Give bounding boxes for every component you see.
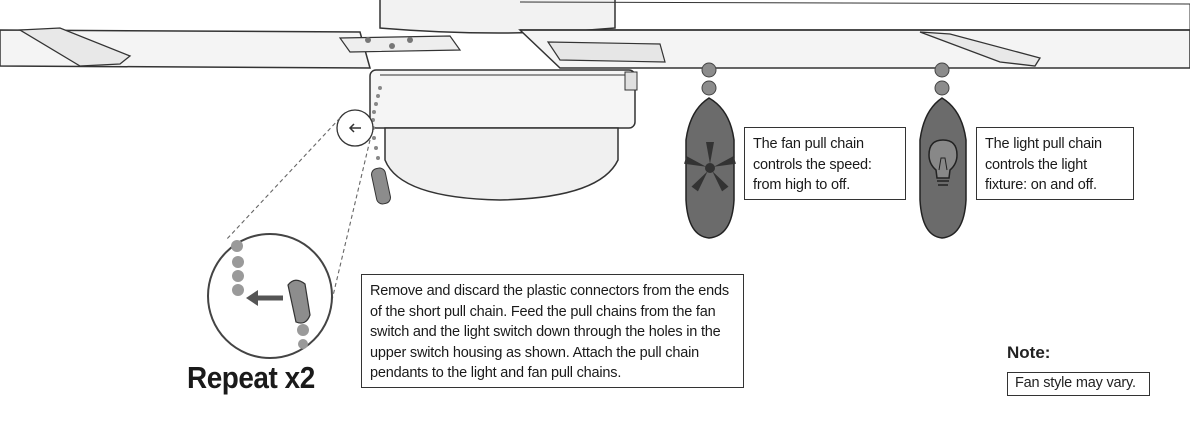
- right-fan-blade: [520, 2, 1190, 68]
- fan-chain-callout: The fan pull chain controls the speed: from high to off.: [744, 127, 906, 200]
- left-fan-blade: [0, 28, 370, 68]
- switch-housing: [370, 70, 637, 200]
- note-heading: Note:: [1007, 343, 1051, 362]
- magnified-detail-circle: [208, 234, 332, 358]
- note-text: Fan style may vary.: [1007, 372, 1150, 396]
- light-chain-callout: The light pull chain controls the light fixture: on and off.: [976, 127, 1134, 200]
- repeat-label: Repeat x2: [187, 360, 315, 395]
- magnify-origin-circle: [337, 110, 373, 146]
- instructions-callout: Remove and discard the plastic connectors from the ends of the short pull chain. Feed the pull chains from the fan switch and the light switch down through the holes in the upper switch housing as shown. Attach the pull chain pendants to the light and fan pull chains.: [361, 274, 744, 388]
